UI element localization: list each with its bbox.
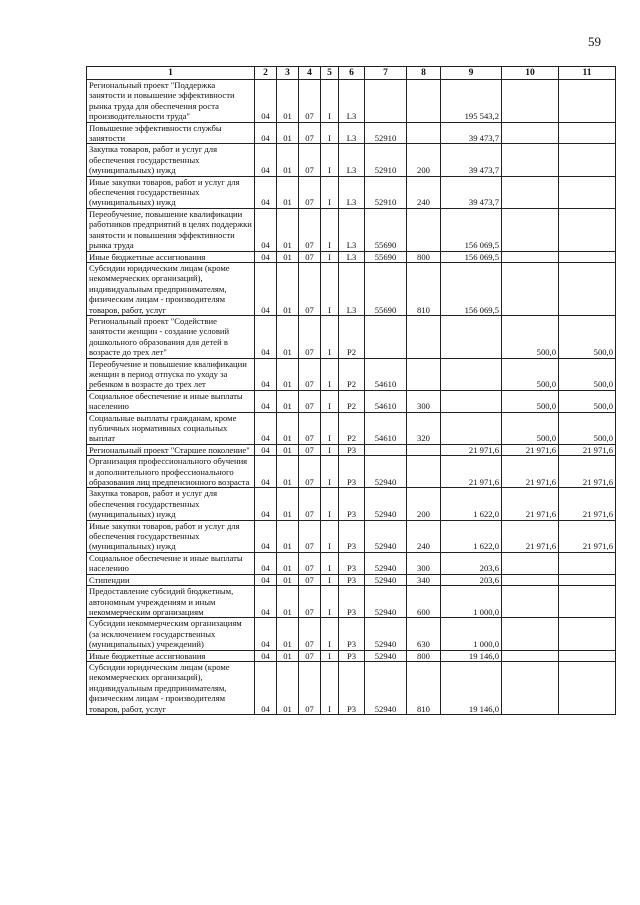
amount-2-cell: 21 971,6 xyxy=(502,456,559,488)
subsection-cell: 01 xyxy=(277,122,299,144)
table-row xyxy=(87,144,616,176)
direction-cell: 52940 xyxy=(365,520,407,552)
expense-type-cell: 300 xyxy=(407,390,441,412)
expense-type-cell: 810 xyxy=(407,661,441,714)
amount-1-cell: 203,6 xyxy=(441,574,502,585)
amount-3-cell xyxy=(559,176,616,208)
column-header: 9 xyxy=(441,67,502,80)
expense-type-cell: 800 xyxy=(407,251,441,262)
subprogram-cell: I xyxy=(321,122,339,144)
section-cell: 04 xyxy=(255,488,277,520)
subprogram-cell: I xyxy=(321,412,339,444)
row-name-cell: Закупка товаров, работ и услуг для обеспечения государственных (муниципальных) нужд xyxy=(87,488,255,520)
page-number: 59 xyxy=(588,34,601,49)
subsection-cell: 01 xyxy=(277,358,299,390)
section-cell: 04 xyxy=(255,208,277,251)
amount-3-cell xyxy=(559,251,616,262)
subprogram-cell: I xyxy=(321,650,339,661)
amount-2-cell xyxy=(502,176,559,208)
table-row xyxy=(87,412,616,444)
table-row xyxy=(87,176,616,208)
amount-3-cell xyxy=(559,661,616,714)
row-name-cell: Региональный проект "Поддержка занятости и повышение эффективности рынка труда для обеспечения роста производительности труда" xyxy=(87,80,255,123)
direction-cell: 52940 xyxy=(365,552,407,574)
subsection-cell: 01 xyxy=(277,176,299,208)
subsection-cell: 01 xyxy=(277,456,299,488)
subsection-cell: 01 xyxy=(277,412,299,444)
expense-type-cell: 800 xyxy=(407,650,441,661)
table-row xyxy=(87,80,616,123)
project-cell: P2 xyxy=(339,390,365,412)
amount-2-cell xyxy=(502,144,559,176)
column-header: 7 xyxy=(365,67,407,80)
project-cell: P3 xyxy=(339,661,365,714)
expense-type-cell xyxy=(407,358,441,390)
section-cell: 04 xyxy=(255,586,277,618)
amount-1-cell: 39 473,7 xyxy=(441,122,502,144)
program-cell: 07 xyxy=(299,650,321,661)
expense-type-cell xyxy=(407,444,441,455)
table-row xyxy=(87,262,616,315)
amount-1-cell: 19 146,0 xyxy=(441,661,502,714)
section-cell: 04 xyxy=(255,412,277,444)
direction-cell: 52940 xyxy=(365,574,407,585)
row-name-cell: Предоставление субсидий бюджетным, автономным учреждениям и иным некоммерческим организациям xyxy=(87,586,255,618)
subprogram-cell: I xyxy=(321,661,339,714)
direction-cell: 52940 xyxy=(365,618,407,650)
program-cell: 07 xyxy=(299,661,321,714)
amount-3-cell xyxy=(559,574,616,585)
row-name-cell: Региональный проект "Содействие занятости женщин - создание условий дошкольного образования для детей в возрасте до трех лет" xyxy=(87,315,255,358)
expense-type-cell: 810 xyxy=(407,262,441,315)
subsection-cell: 01 xyxy=(277,618,299,650)
direction-cell: 54610 xyxy=(365,412,407,444)
project-cell: L3 xyxy=(339,208,365,251)
section-cell: 04 xyxy=(255,144,277,176)
section-cell: 04 xyxy=(255,358,277,390)
table-row xyxy=(87,488,616,520)
column-header: 8 xyxy=(407,67,441,80)
project-cell: P2 xyxy=(339,358,365,390)
table-header-row xyxy=(87,67,616,80)
program-cell: 07 xyxy=(299,262,321,315)
row-name-cell: Повышение эффективности службы занятости xyxy=(87,122,255,144)
amount-3-cell xyxy=(559,552,616,574)
amount-1-cell: 19 146,0 xyxy=(441,650,502,661)
amount-2-cell xyxy=(502,80,559,123)
table-row xyxy=(87,122,616,144)
amount-1-cell: 1 000,0 xyxy=(441,618,502,650)
expense-type-cell xyxy=(407,208,441,251)
amount-2-cell: 500,0 xyxy=(502,390,559,412)
amount-2-cell: 500,0 xyxy=(502,358,559,390)
row-name-cell: Социальные выплаты гражданам, кроме публичных нормативных социальных выплат xyxy=(87,412,255,444)
subsection-cell: 01 xyxy=(277,520,299,552)
amount-3-cell xyxy=(559,262,616,315)
amount-1-cell: 156 069,5 xyxy=(441,208,502,251)
subprogram-cell: I xyxy=(321,586,339,618)
expense-type-cell xyxy=(407,456,441,488)
row-name-cell: Иные бюджетные ассигнования xyxy=(87,650,255,661)
expense-type-cell: 320 xyxy=(407,412,441,444)
subsection-cell: 01 xyxy=(277,80,299,123)
subprogram-cell: I xyxy=(321,315,339,358)
subprogram-cell: I xyxy=(321,262,339,315)
subprogram-cell: I xyxy=(321,208,339,251)
row-name-cell: Субсидии юридическим лицам (кроме некоммерческих организаций), индивидуальным предпринимателям, физическим лицам - производителям товаров, работ, услуг xyxy=(87,661,255,714)
subprogram-cell: I xyxy=(321,251,339,262)
table-row xyxy=(87,574,616,585)
amount-1-cell: 156 069,5 xyxy=(441,251,502,262)
direction-cell: 52910 xyxy=(365,122,407,144)
project-cell: L3 xyxy=(339,251,365,262)
table-row xyxy=(87,456,616,488)
column-header: 2 xyxy=(255,67,277,80)
amount-3-cell: 500,0 xyxy=(559,358,616,390)
program-cell: 07 xyxy=(299,552,321,574)
subprogram-cell: I xyxy=(321,520,339,552)
expense-type-cell: 630 xyxy=(407,618,441,650)
amount-2-cell: 21 971,6 xyxy=(502,444,559,455)
section-cell: 04 xyxy=(255,122,277,144)
subsection-cell: 01 xyxy=(277,444,299,455)
table-body xyxy=(87,80,616,715)
amount-3-cell: 21 971,6 xyxy=(559,488,616,520)
column-header: 1 xyxy=(87,67,255,80)
column-header: 10 xyxy=(502,67,559,80)
program-cell: 07 xyxy=(299,574,321,585)
column-header: 5 xyxy=(321,67,339,80)
amount-3-cell xyxy=(559,144,616,176)
subsection-cell: 01 xyxy=(277,208,299,251)
table-row xyxy=(87,208,616,251)
project-cell: P2 xyxy=(339,315,365,358)
amount-3-cell xyxy=(559,80,616,123)
amount-2-cell xyxy=(502,586,559,618)
amount-1-cell: 39 473,7 xyxy=(441,144,502,176)
subprogram-cell: I xyxy=(321,456,339,488)
section-cell: 04 xyxy=(255,80,277,123)
project-cell: L3 xyxy=(339,80,365,123)
table-row xyxy=(87,251,616,262)
amount-3-cell xyxy=(559,122,616,144)
program-cell: 07 xyxy=(299,122,321,144)
program-cell: 07 xyxy=(299,358,321,390)
amount-1-cell: 21 971,6 xyxy=(441,456,502,488)
amount-3-cell: 21 971,6 xyxy=(559,456,616,488)
amount-1-cell: 1 622,0 xyxy=(441,488,502,520)
subsection-cell: 01 xyxy=(277,574,299,585)
program-cell: 07 xyxy=(299,80,321,123)
table-row xyxy=(87,650,616,661)
project-cell: L3 xyxy=(339,262,365,315)
amount-1-cell xyxy=(441,315,502,358)
subprogram-cell: I xyxy=(321,176,339,208)
section-cell: 04 xyxy=(255,520,277,552)
direction-cell xyxy=(365,80,407,123)
direction-cell: 55690 xyxy=(365,251,407,262)
amount-2-cell xyxy=(502,650,559,661)
amount-3-cell: 21 971,6 xyxy=(559,444,616,455)
project-cell: P3 xyxy=(339,586,365,618)
amount-3-cell xyxy=(559,586,616,618)
subsection-cell: 01 xyxy=(277,262,299,315)
row-name-cell: Иные закупки товаров, работ и услуг для обеспечения государственных (муниципальных) нужд xyxy=(87,520,255,552)
subprogram-cell: I xyxy=(321,390,339,412)
amount-2-cell: 500,0 xyxy=(502,412,559,444)
amount-1-cell xyxy=(441,358,502,390)
amount-2-cell: 21 971,6 xyxy=(502,520,559,552)
amount-3-cell: 500,0 xyxy=(559,315,616,358)
subprogram-cell: I xyxy=(321,488,339,520)
subprogram-cell: I xyxy=(321,552,339,574)
program-cell: 07 xyxy=(299,586,321,618)
row-name-cell: Закупка товаров, работ и услуг для обеспечения государственных (муниципальных) нужд xyxy=(87,144,255,176)
amount-1-cell: 156 069,5 xyxy=(441,262,502,315)
subsection-cell: 01 xyxy=(277,390,299,412)
amount-1-cell: 1 622,0 xyxy=(441,520,502,552)
amount-2-cell xyxy=(502,618,559,650)
expense-type-cell xyxy=(407,315,441,358)
row-name-cell: Социальное обеспечение и иные выплаты населению xyxy=(87,552,255,574)
expense-type-cell: 340 xyxy=(407,574,441,585)
subsection-cell: 01 xyxy=(277,650,299,661)
amount-2-cell xyxy=(502,122,559,144)
program-cell: 07 xyxy=(299,412,321,444)
section-cell: 04 xyxy=(255,444,277,455)
expense-type-cell: 240 xyxy=(407,176,441,208)
section-cell: 04 xyxy=(255,574,277,585)
expense-type-cell: 200 xyxy=(407,144,441,176)
section-cell: 04 xyxy=(255,552,277,574)
project-cell: L3 xyxy=(339,122,365,144)
project-cell: P2 xyxy=(339,412,365,444)
direction-cell: 52940 xyxy=(365,586,407,618)
table-row xyxy=(87,618,616,650)
expense-type-cell xyxy=(407,122,441,144)
row-name-cell: Субсидии юридическим лицам (кроме некоммерческих организаций), индивидуальным предпринимателям, физическим лицам - производителям товаров, работ, услуг xyxy=(87,262,255,315)
project-cell: P3 xyxy=(339,444,365,455)
amount-3-cell xyxy=(559,208,616,251)
table-row xyxy=(87,586,616,618)
amount-2-cell xyxy=(502,574,559,585)
row-name-cell: Субсидии некоммерческим организациям (за исключением государственных (муниципальных) учреждений) xyxy=(87,618,255,650)
amount-3-cell: 500,0 xyxy=(559,412,616,444)
subprogram-cell: I xyxy=(321,80,339,123)
row-name-cell: Организация профессионального обучения и дополнительного профессионального образования лиц предпенсионного возраста xyxy=(87,456,255,488)
amount-2-cell xyxy=(502,552,559,574)
section-cell: 04 xyxy=(255,176,277,208)
table-row xyxy=(87,552,616,574)
subsection-cell: 01 xyxy=(277,661,299,714)
program-cell: 07 xyxy=(299,208,321,251)
section-cell: 04 xyxy=(255,456,277,488)
expense-type-cell: 300 xyxy=(407,552,441,574)
program-cell: 07 xyxy=(299,390,321,412)
row-name-cell: Стипендии xyxy=(87,574,255,585)
program-cell: 07 xyxy=(299,456,321,488)
column-header: 11 xyxy=(559,67,616,80)
amount-3-cell xyxy=(559,618,616,650)
amount-1-cell: 195 543,2 xyxy=(441,80,502,123)
subsection-cell: 01 xyxy=(277,586,299,618)
project-cell: L3 xyxy=(339,176,365,208)
program-cell: 07 xyxy=(299,176,321,208)
column-header: 6 xyxy=(339,67,365,80)
direction-cell: 52940 xyxy=(365,488,407,520)
project-cell: P3 xyxy=(339,488,365,520)
subprogram-cell: I xyxy=(321,358,339,390)
amount-1-cell: 203,6 xyxy=(441,552,502,574)
section-cell: 04 xyxy=(255,315,277,358)
table-row xyxy=(87,390,616,412)
amount-1-cell: 21 971,6 xyxy=(441,444,502,455)
project-cell: P3 xyxy=(339,650,365,661)
amount-2-cell xyxy=(502,208,559,251)
program-cell: 07 xyxy=(299,488,321,520)
subsection-cell: 01 xyxy=(277,144,299,176)
row-name-cell: Переобучение, повышение квалификации работников предприятий в целях поддержки занятости и повышения эффективности рынка труда xyxy=(87,208,255,251)
table-row xyxy=(87,358,616,390)
column-header: 4 xyxy=(299,67,321,80)
program-cell: 07 xyxy=(299,444,321,455)
amount-2-cell xyxy=(502,251,559,262)
subprogram-cell: I xyxy=(321,444,339,455)
subsection-cell: 01 xyxy=(277,552,299,574)
project-cell: P3 xyxy=(339,552,365,574)
section-cell: 04 xyxy=(255,661,277,714)
amount-2-cell xyxy=(502,262,559,315)
column-header: 3 xyxy=(277,67,299,80)
table-row xyxy=(87,520,616,552)
table-row xyxy=(87,661,616,714)
expense-type-cell: 600 xyxy=(407,586,441,618)
amount-1-cell xyxy=(441,412,502,444)
expense-type-cell: 240 xyxy=(407,520,441,552)
direction-cell: 52940 xyxy=(365,650,407,661)
row-name-cell: Иные закупки товаров, работ и услуг для обеспечения государственных (муниципальных) нужд xyxy=(87,176,255,208)
amount-1-cell xyxy=(441,390,502,412)
program-cell: 07 xyxy=(299,315,321,358)
project-cell: P3 xyxy=(339,574,365,585)
direction-cell xyxy=(365,444,407,455)
subsection-cell: 01 xyxy=(277,251,299,262)
subsection-cell: 01 xyxy=(277,488,299,520)
direction-cell: 52940 xyxy=(365,661,407,714)
direction-cell: 52910 xyxy=(365,176,407,208)
direction-cell xyxy=(365,315,407,358)
section-cell: 04 xyxy=(255,618,277,650)
project-cell: P3 xyxy=(339,456,365,488)
program-cell: 07 xyxy=(299,520,321,552)
direction-cell: 54610 xyxy=(365,390,407,412)
amount-1-cell: 1 000,0 xyxy=(441,586,502,618)
amount-2-cell: 21 971,6 xyxy=(502,488,559,520)
program-cell: 07 xyxy=(299,144,321,176)
section-cell: 04 xyxy=(255,390,277,412)
amount-3-cell: 500,0 xyxy=(559,390,616,412)
row-name-cell: Социальное обеспечение и иные выплаты населению xyxy=(87,390,255,412)
table-row xyxy=(87,444,616,455)
budget-table xyxy=(86,66,616,715)
direction-cell: 52910 xyxy=(365,144,407,176)
section-cell: 04 xyxy=(255,650,277,661)
project-cell: P3 xyxy=(339,618,365,650)
project-cell: P3 xyxy=(339,520,365,552)
direction-cell: 55690 xyxy=(365,208,407,251)
subprogram-cell: I xyxy=(321,618,339,650)
program-cell: 07 xyxy=(299,618,321,650)
direction-cell: 54610 xyxy=(365,358,407,390)
table-row xyxy=(87,315,616,358)
amount-2-cell: 500,0 xyxy=(502,315,559,358)
amount-1-cell: 39 473,7 xyxy=(441,176,502,208)
section-cell: 04 xyxy=(255,251,277,262)
expense-type-cell: 200 xyxy=(407,488,441,520)
subprogram-cell: I xyxy=(321,574,339,585)
direction-cell: 55690 xyxy=(365,262,407,315)
direction-cell: 52940 xyxy=(365,456,407,488)
amount-3-cell: 21 971,6 xyxy=(559,520,616,552)
row-name-cell: Иные бюджетные ассигнования xyxy=(87,251,255,262)
row-name-cell: Региональный проект "Старшее поколение" xyxy=(87,444,255,455)
amount-3-cell xyxy=(559,650,616,661)
project-cell: L3 xyxy=(339,144,365,176)
subprogram-cell: I xyxy=(321,144,339,176)
program-cell: 07 xyxy=(299,251,321,262)
row-name-cell: Переобучение и повышение квалификации женщин в период отпуска по уходу за ребенком в возрасте до трех лет xyxy=(87,358,255,390)
subsection-cell: 01 xyxy=(277,315,299,358)
amount-2-cell xyxy=(502,661,559,714)
expense-type-cell xyxy=(407,80,441,123)
section-cell: 04 xyxy=(255,262,277,315)
